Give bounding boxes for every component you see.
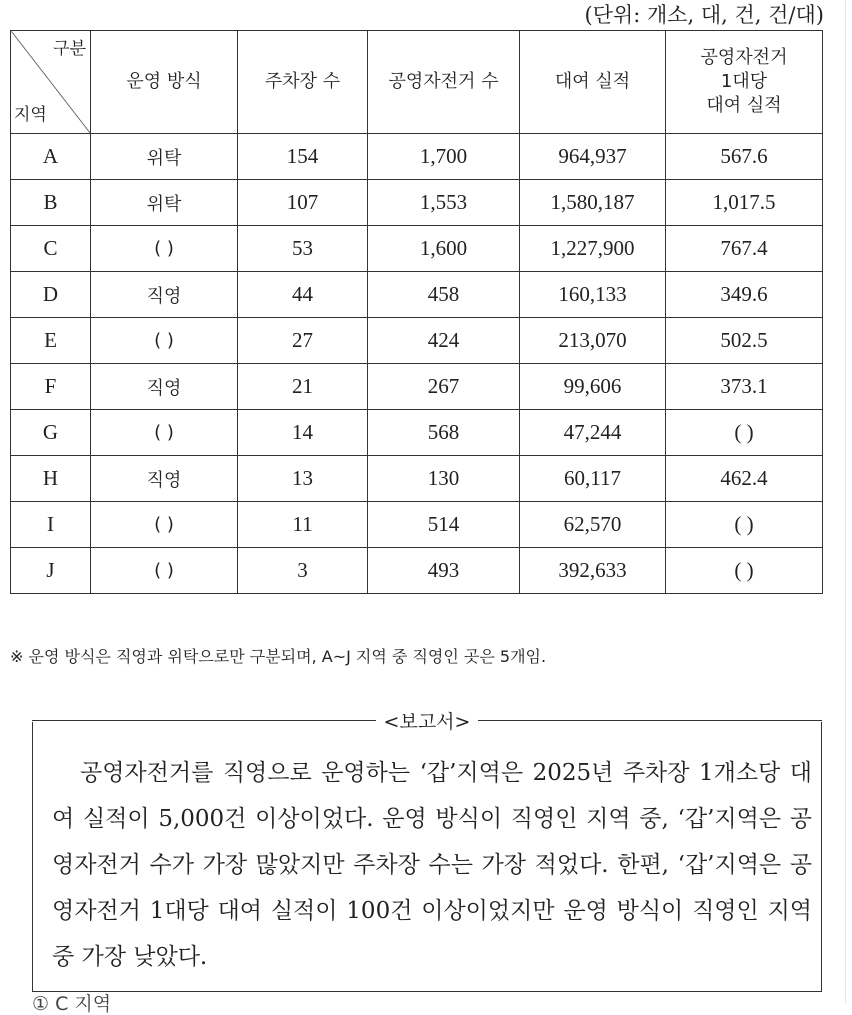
table-row [11, 410, 823, 456]
cell-rentals: 1,580,187 [520, 180, 666, 226]
corner-cell [11, 31, 91, 134]
cell-bikes: 1,600 [368, 226, 520, 272]
cell-rentals: 1,227,900 [520, 226, 666, 272]
cell-region: G [11, 410, 91, 456]
cell-lots: 154 [238, 134, 368, 180]
report-title-rule-right [478, 720, 822, 721]
cell-bikes: 514 [368, 502, 520, 548]
cell-rentals: 160,133 [520, 272, 666, 318]
cell-per-bike: ( ) [666, 502, 823, 548]
cell-lots: 53 [238, 226, 368, 272]
cell-rentals: 62,570 [520, 502, 666, 548]
cell-rentals: 47,244 [520, 410, 666, 456]
cell-lots: 107 [238, 180, 368, 226]
table-row [11, 502, 823, 548]
cell-lots: 3 [238, 548, 368, 594]
table-body [11, 134, 823, 594]
cell-lots: 11 [238, 502, 368, 548]
cell-method: ( ) [91, 410, 238, 456]
cell-rentals: 99,606 [520, 364, 666, 410]
cell-method: ( ) [91, 548, 238, 594]
cell-bikes: 493 [368, 548, 520, 594]
cell-region: A [11, 134, 91, 180]
col-header-lots: 주차장 수 [238, 31, 368, 134]
table-row [11, 318, 823, 364]
cell-rentals: 964,937 [520, 134, 666, 180]
cell-lots: 14 [238, 410, 368, 456]
footnote: ※ 운영 방식은 직영과 위탁으로만 구분되며, A~J 지역 중 직영인 곳은 5개임. [10, 647, 547, 666]
table-row [11, 226, 823, 272]
col-header-per-bike: 공영자전거 1대당 대여 실적 [666, 31, 823, 134]
cell-lots: 13 [238, 456, 368, 502]
cell-rentals: 213,070 [520, 318, 666, 364]
data-table [10, 30, 823, 594]
table-row [11, 456, 823, 502]
table-header-row [11, 31, 823, 134]
cell-region: E [11, 318, 91, 364]
cell-region: D [11, 272, 91, 318]
report-title-line [32, 711, 822, 733]
unit-note: (단위: 개소, 대, 건, 건/대) [584, 3, 824, 27]
cell-method: 직영 [91, 456, 238, 502]
cell-bikes: 458 [368, 272, 520, 318]
cell-bikes: 1,553 [368, 180, 520, 226]
cell-method: 직영 [91, 272, 238, 318]
cell-region: F [11, 364, 91, 410]
cell-method: 위탁 [91, 134, 238, 180]
report-title: <보고서> [376, 707, 479, 734]
table-row [11, 134, 823, 180]
cell-region: J [11, 548, 91, 594]
cell-rentals: 392,633 [520, 548, 666, 594]
cell-method: ( ) [91, 226, 238, 272]
corner-top-label: 구분 [53, 39, 86, 59]
table-row [11, 180, 823, 226]
cell-per-bike: 502.5 [666, 318, 823, 364]
col-header-method: 운영 방식 [91, 31, 238, 134]
cell-bikes: 568 [368, 410, 520, 456]
table-row [11, 272, 823, 318]
cell-bikes: 1,700 [368, 134, 520, 180]
cell-lots: 21 [238, 364, 368, 410]
cell-per-bike: 1,017.5 [666, 180, 823, 226]
cell-rentals: 60,117 [520, 456, 666, 502]
cell-method: ( ) [91, 502, 238, 548]
corner-bottom-label: 지역 [14, 105, 47, 125]
col-header-rentals: 대여 실적 [520, 31, 666, 134]
cell-region: I [11, 502, 91, 548]
cell-bikes: 267 [368, 364, 520, 410]
cell-method: 위탁 [91, 180, 238, 226]
page-edge-rule [845, 0, 846, 1004]
cell-bikes: 424 [368, 318, 520, 364]
table-row [11, 364, 823, 410]
report-title-rule-left [32, 720, 376, 721]
cell-region: C [11, 226, 91, 272]
cell-per-bike: 349.6 [666, 272, 823, 318]
table-row [11, 548, 823, 594]
cell-per-bike: 567.6 [666, 134, 823, 180]
cell-region: H [11, 456, 91, 502]
option-partial: ① C 지역 [32, 993, 112, 1015]
cell-per-bike: 462.4 [666, 456, 823, 502]
cell-lots: 27 [238, 318, 368, 364]
report-body [52, 750, 812, 980]
cell-method: 직영 [91, 364, 238, 410]
cell-per-bike: 373.1 [666, 364, 823, 410]
report-text: 공영자전거를 직영으로 운영하는 ‘갑’지역은 2025년 주차장 1개소당 대여 실적이 5,000건 이상이었다. 운영 방식이 직영인 지역 중, ‘갑’지역은 공영자전거 수가 가장 많았지만 주차장 수는 가장 적었다. 한편, ‘갑’지역은 공영자전거 1대당 대여 실적이 100건 이상이었지만 운영 방식이 직영인 지역 중 가장 낮았다. [52, 760, 812, 970]
col-header-bikes: 공영자전거 수 [368, 31, 520, 134]
cell-region: B [11, 180, 91, 226]
cell-method: ( ) [91, 318, 238, 364]
cell-per-bike: ( ) [666, 548, 823, 594]
cell-lots: 44 [238, 272, 368, 318]
cell-bikes: 130 [368, 456, 520, 502]
cell-per-bike: ( ) [666, 410, 823, 456]
cell-per-bike: 767.4 [666, 226, 823, 272]
